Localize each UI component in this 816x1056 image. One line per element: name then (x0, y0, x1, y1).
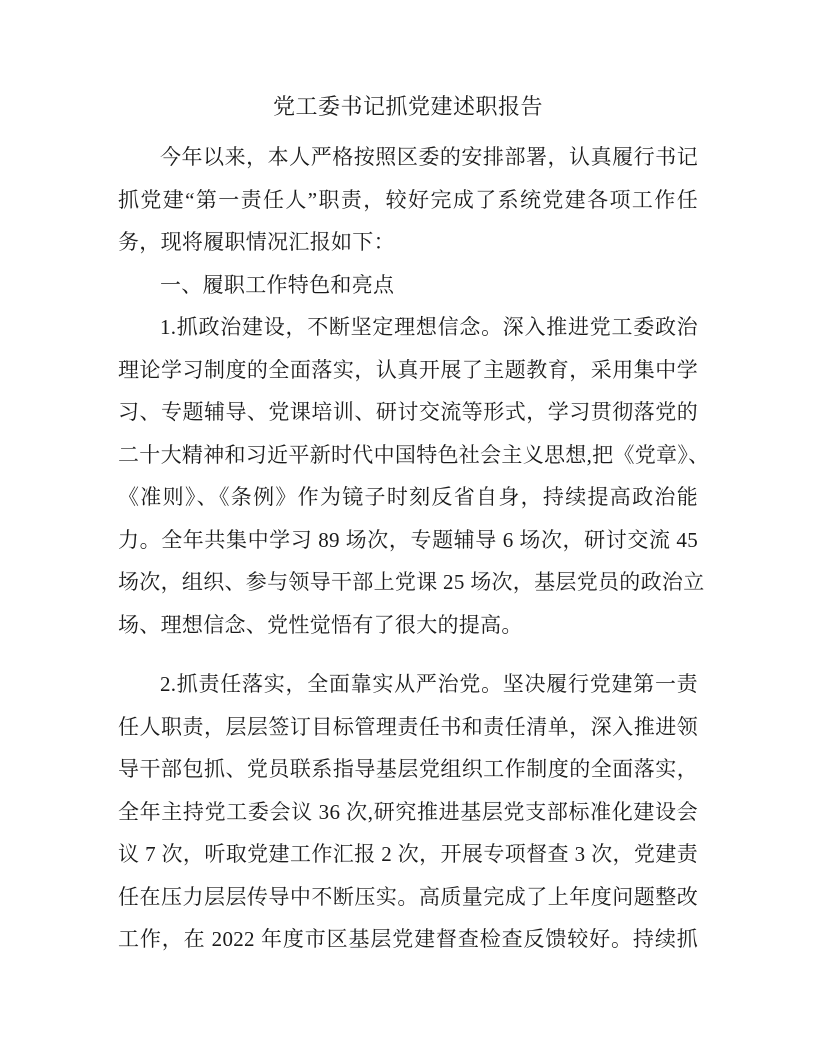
text-line: 1.抓政治建设，不断坚定理想信念。深入推进党工委政治 (160, 315, 698, 339)
text-line: 今年以来，本人严格按照区委的安排部署，认真履行书记 (160, 145, 698, 169)
text-line: 导干部包抓、党员联系指导基层党组织工作制度的全面落实， (118, 757, 698, 781)
text-line: 任人职责，层层签订目标管理责任书和责任清单，深入推进领 (118, 714, 698, 739)
text-line: 力。全年共集中学习 89 场次，专题辅导 6 场次，研讨交流 45 (118, 527, 698, 552)
text-line: 理论学习制度的全面落实，认真开展了主题教育，采用集中学 (118, 357, 698, 382)
text-line: 场次，组织、参与领导干部上党课 25 场次，基层党员的政治立 (118, 570, 705, 594)
text-line: 议 7 次，听取党建工作汇报 2 次，开展专项督查 3 次，党建责 (118, 842, 698, 866)
section-heading: 一、履职工作特色和亮点 (160, 272, 395, 297)
text-line: 场、理想信念、党性觉悟有了很大的提高。 (118, 612, 523, 637)
text-line: 2.抓责任落实，全面靠实从严治党。坚决履行党建第一责 (160, 672, 698, 696)
text-line: 习、专题辅导、党课培训、研讨交流等形式，学习贯彻落党的 (118, 400, 698, 424)
text-line: 全年主持党工委会议 36 次,研究推进基层党支部标准化建设会 (118, 799, 698, 824)
document-title: 党工委书记抓党建述职报告 (272, 94, 543, 119)
text-line: 二十大精神和习近平新时代中国特色社会主义思想,把《党章》、 (118, 442, 710, 467)
text-line: 工作，在 2022 年度市区基层党建督查检查反馈较好。持续抓 (118, 927, 698, 951)
text-line: 务，现将履职情况汇报如下： (118, 230, 395, 254)
text-line: 《准则》、《条例》作为镜子时刻反省自身，持续提高政治能 (118, 485, 698, 509)
text-line: 抓党建“第一责任人”职责，较好完成了系统党建各项工作任 (118, 187, 698, 212)
text-line: 任在压力层层传导中不断压实。高质量完成了上年度问题整改 (118, 884, 698, 909)
